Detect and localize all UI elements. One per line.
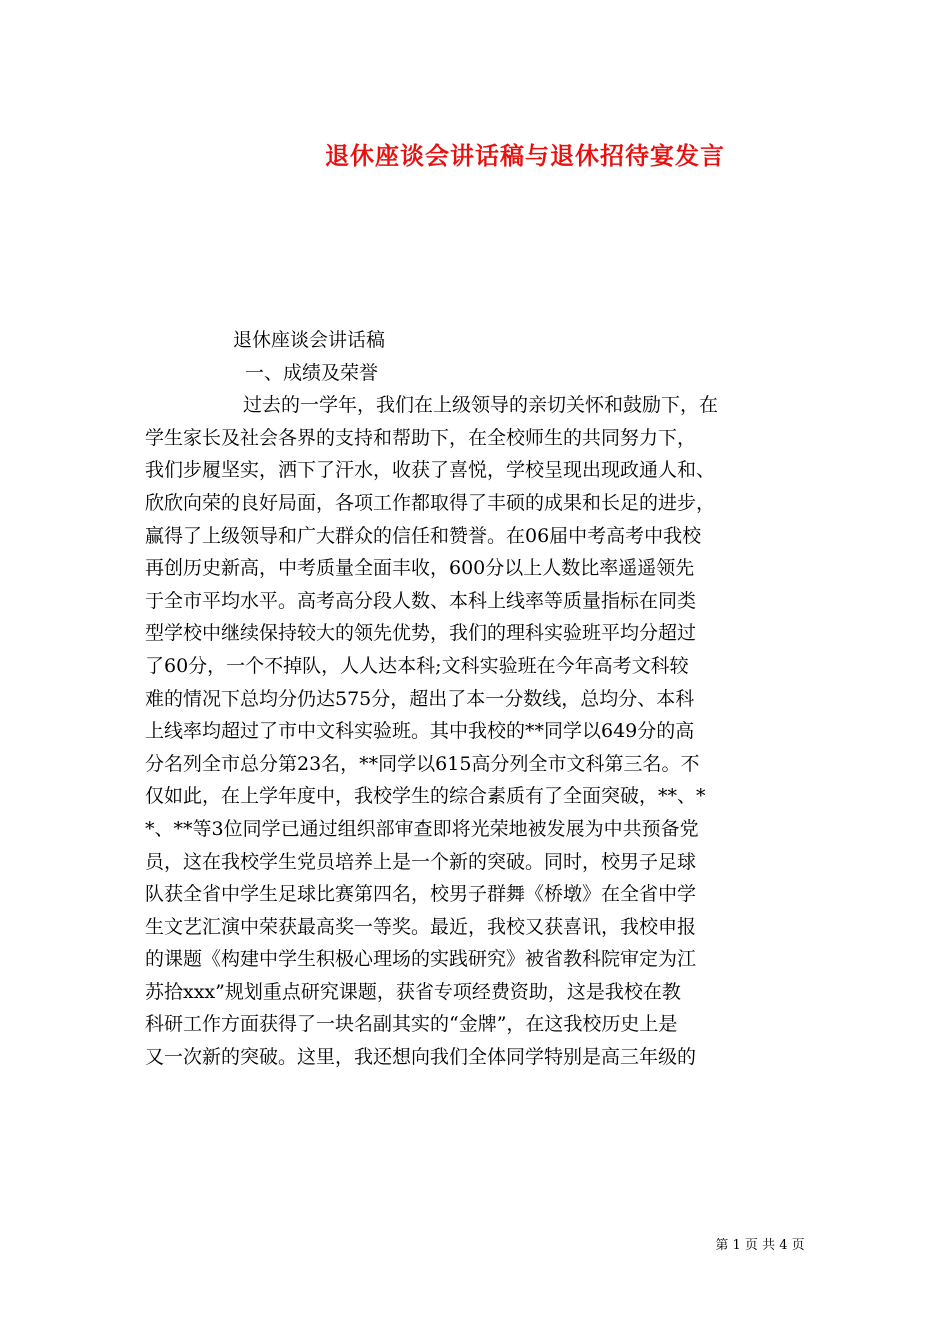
paragraph-line: 学生家长及社会各界的支持和帮助下，在全校师生的共同努力下，: [145, 426, 697, 449]
paragraph-line: 过去的一学年，我们在上级领导的亲切关怀和鼓励下，在: [243, 394, 719, 417]
document-subtitle: 退休座谈会讲话稿: [233, 329, 386, 351]
paragraph-line: 苏拾xxx”规划重点研究课题，获省专项经费资助，这是我校在教: [145, 980, 681, 1003]
paragraph-line: 科研工作方面获得了一块名副其实的“金牌”，在这我校历史上是: [145, 1013, 678, 1036]
paragraph-line: 仅如此，在上学年度中，我校学生的综合素质有了全面突破，**、*: [145, 785, 706, 808]
paragraph-line: 的课题《构建中学生积极心理场的实践研究》被省教科院审定为江: [145, 948, 697, 971]
paragraph-line: 了60分，一个不掉队，人人达本科;文科实验班在今年高考文科较: [145, 654, 689, 677]
paragraph-line: 我们步履坚实，洒下了汗水，收获了喜悦，学校呈现出现政通人和、: [145, 459, 716, 482]
document-body: [145, 324, 815, 1074]
paragraph-line: 赢得了上级领导和广大群众的信任和赞誉。在06届中考高考中我校: [145, 524, 702, 547]
paragraph-line: 欣欣向荣的良好局面，各项工作都取得了丰硕的成果和长足的进步，: [145, 491, 716, 514]
paragraph-line: 于全市平均水平。高考高分段人数、本科上线率等质量指标在同类: [145, 589, 697, 612]
paragraph-line: 队获全省中学生足球比赛第四名，校男子群舞《桥墩》在全省中学: [145, 883, 697, 906]
page-indicator: 第 1 页 共 4 页: [715, 1238, 805, 1253]
paragraph-line: 上线率均超过了市中文科实验班。其中我校的**同学以649分的高: [145, 720, 695, 743]
page-title: 退休座谈会讲话稿与退休招待宴发言: [325, 141, 725, 170]
paragraph-line: 又一次新的突破。这里，我还想向我们全体同学特别是高三年级的: [145, 1046, 697, 1069]
paragraph-line: 员，这在我校学生党员培养上是一个新的突破。同时，校男子足球: [145, 850, 697, 873]
section-heading: 一、成绩及荣誉: [245, 361, 379, 384]
paragraph-line: 再创历史新高，中考质量全面丰收，600分以上人数比率遥遥领先: [145, 557, 695, 580]
paragraph-line: 型学校中继续保持较大的领先优势，我们的理科实验班平均分超过: [145, 622, 697, 645]
paragraph-line: *、**等3位同学已通过组织部审查即将光荣地被发展为中共预备党: [145, 817, 699, 840]
paragraph-line: 分名列全市总分第23名，**同学以615高分列全市文科第三名。不: [145, 752, 700, 775]
paragraph-line: 难的情况下总均分仍达575分，超出了本一分数线，总均分、本科: [145, 687, 695, 710]
paragraph-line: 生文艺汇演中荣获最高奖一等奖。最近，我校又获喜讯，我校申报: [145, 915, 697, 938]
